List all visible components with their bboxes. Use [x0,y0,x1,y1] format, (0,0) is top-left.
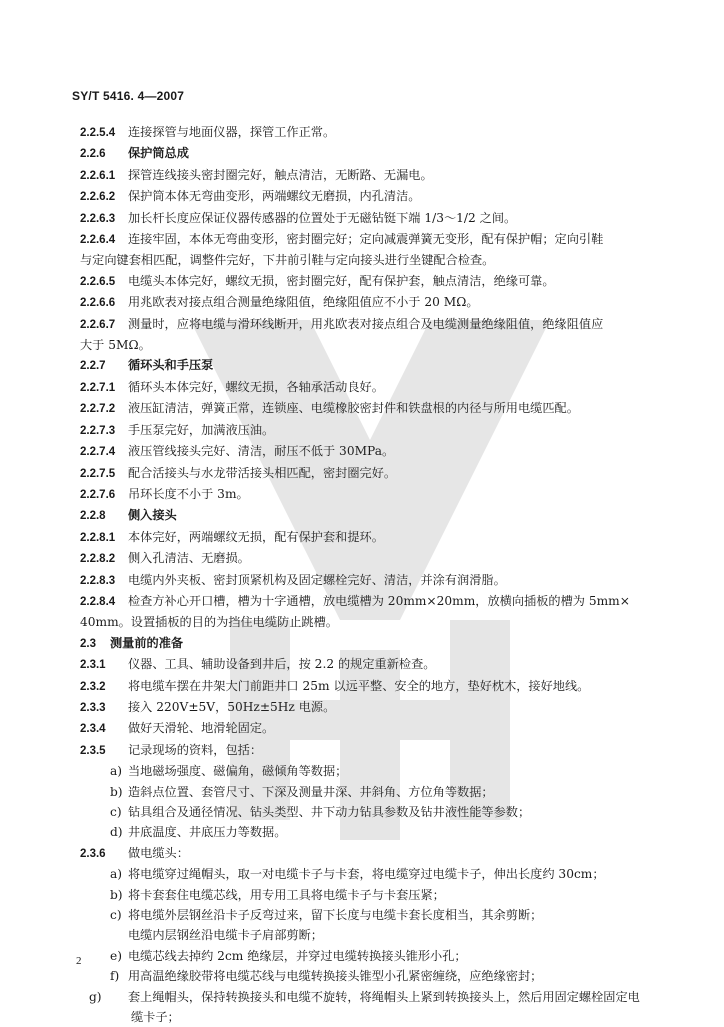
clause-number: 2.2.7.5 [80,467,116,480]
list-item [80,864,652,884]
clause-number: 2.2.8.4 [80,595,116,608]
clause [80,548,652,569]
clause-number: 2.3.3 [80,701,106,714]
clause [80,165,652,186]
clause-number: 2.2.6 [80,148,106,161]
clause [80,314,652,335]
clause [80,441,652,462]
paragraph-continuation [80,612,652,632]
clause [80,229,652,250]
list-item [80,802,652,822]
clause-number: 2.2.6.5 [80,275,116,288]
clause [80,843,652,864]
clause-number: 2.3 [80,637,96,650]
clause-text: 用高温绝缘胶带将电缆芯线与电缆转换接头锥型小孔紧密缠绕，应绝缘密封； [128,969,543,984]
clause-number: 2.2.8.2 [80,553,116,566]
list-label: a) [110,764,123,779]
list-item [80,905,652,925]
clause [80,740,652,761]
clause-text: 电缆芯线去掉约 2cm 绝缘层，并穿过电缆转换接头锥形小孔； [128,948,467,963]
clause-text: 大于 5MΩ。 [80,338,151,353]
list-label: e) [110,948,122,963]
clause-text: 将电缆车摆在井架大门前距井口 25m 以远平整、安全的地方，垫好枕木，接好地线。 [128,678,590,693]
list-label: f) [110,969,120,984]
clause-text: 连接牢固，本体无弯曲变形，密封圈完好；定向减震弹簧无变形，配有保护帽；定向引鞋 [128,232,604,247]
list-item [80,987,652,1027]
clause-text: 井底温度、井底压力等数据。 [128,825,287,840]
clause-text: 电缆头本体完好，螺纹无损，密封圈完好，配有保护套，触点清洁，绝缘可靠。 [128,273,555,288]
section-heading [80,505,652,526]
clause-text: 套上绳帽头，保持转换接头和电缆不旋转，将绳帽头上紧到转换接头上，然后用固定螺栓固定电缆卡子； [128,989,640,1025]
clause-text: 检查方补心开口槽，槽为十字通槽，放电缆槽为 20mm×20mm，放横向插板的槽为 5mm× [128,593,630,608]
clause-number: 2.2.6.6 [80,297,116,310]
clause [80,654,652,675]
clause [80,292,652,313]
list-label: b) [110,887,123,902]
list-item [80,925,652,945]
clause-text: 测量前的准备 [110,635,184,650]
clause-text: 与定向键套相匹配，调整件完好，下井前引鞋与定向接头进行坐键配合检查。 [80,253,495,268]
clause-text: 循环头和手压泵 [128,358,214,373]
clause-text: 造斜点位置、套管尺寸、下深及测量井深、井斜角、方位角等数据； [128,784,494,799]
paragraph-continuation [80,335,652,355]
clause-text: 钻具组合及通径情况、钻头类型、井下动力钻具参数及钻井液性能等参数； [128,805,531,819]
clause [80,697,652,718]
clause-text: 保护筒总成 [128,146,189,161]
clause-text: 手压泵完好，加满液压油。 [128,422,275,437]
clause [80,676,652,697]
clause [80,271,652,292]
clause-text: 加长杆长度应保证仪器传感器的位置处于无磁钻铤下端 1/3～1/2 之间。 [128,210,517,225]
clause-number: 2.2.8.1 [80,531,116,544]
clause-text: 将卡套套住电缆芯线，用专用工具将电缆卡子与卡套压紧； [128,887,445,902]
standard-id: SY/T 5416. 4—2007 [72,89,185,103]
clause [80,186,652,207]
clause-number: 2.2.7.4 [80,446,116,459]
clause-number: 2.2.6.1 [80,169,116,182]
clause-text: 当地磁场强度、磁偏角，磁倾角等数据； [128,764,348,779]
clause-text: 记录现场的资料，包括： [128,742,263,757]
clause-text: 用兆欧表对接点组合测量绝缘阻值，绝缘阻值应不小于 20 MΩ。 [128,295,479,310]
list-label: d) [110,825,123,840]
clause-text: 液压管线接头完好、清洁，耐压不低于 30MPa。 [128,444,395,459]
clause-number: 2.2.6.7 [80,318,116,331]
clause [80,570,652,591]
clause-text: 配合活接头与水龙带活接头相匹配，密封圈完好。 [128,465,397,480]
list-item [80,885,652,905]
clause-number: 2.2.8 [80,510,106,523]
clause-text: 保护筒本体无弯曲变形，两端螺纹无磨损，内孔清洁。 [128,189,421,204]
paragraph-continuation [80,250,652,270]
clause-number: 2.3.6 [80,847,106,860]
clause-number: 2.3.4 [80,723,106,736]
section-heading [80,355,652,376]
clause-text: 连接探管与地面仪器，探管工作正常。 [128,125,336,139]
clause-text: 接入 220V±5V，50Hz±5Hz 电源。 [128,699,336,714]
clause-number: 2.2.7 [80,360,106,373]
clause [80,591,652,612]
clause [80,208,652,229]
list-label: g) [89,989,102,1004]
clause [80,122,652,143]
clause-text: 做电缆头： [128,845,189,860]
clause-text: 电缆内层钢丝沿电缆卡子肩部剪断； [128,928,323,943]
section-heading [80,633,652,654]
clause-text: 40mm。设置插板的目的为挡住电缆防止跳槽。 [80,615,338,630]
clause-text: 侧入孔清洁、无磨损。 [128,551,250,566]
clause [80,398,652,419]
clause-text: 测量时，应将电缆与滑环线断开，用兆欧表对接点组合及电缆测量绝缘阻值，绝缘阻值应 [128,316,604,331]
clause [80,527,652,548]
clause-text: 做好天滑轮、地滑轮固定。 [128,721,275,736]
clause-number: 2.2.5.4 [80,127,116,139]
clause-number: 2.2.7.3 [80,424,116,437]
clause-number: 2.3.5 [80,744,106,757]
list-item [80,822,652,842]
clause-number: 2.3.1 [80,659,106,672]
clause-number: 2.2.8.3 [80,574,116,587]
clause-text: 探管连线接头密封圈完好，触点清洁，无断路、无漏电。 [128,167,433,182]
list-label: b) [110,784,123,799]
page-number: 2 [76,955,82,967]
clause-number: 2.2.6.3 [80,212,116,225]
clause-text: 侧入接头 [128,508,177,523]
list-item [80,966,652,986]
clause-number: 2.2.7.6 [80,488,116,501]
clause [80,420,652,441]
clause [80,377,652,398]
clause-text: 循环头本体完好，螺纹无损，各轴承活动良好。 [128,379,384,394]
list-label: c) [110,908,122,923]
clause-text: 本体完好，两端螺纹无损，配有保护套和提环。 [128,529,384,544]
clause-text: 仪器、工具、辅助设备到井后，按 2.2 的规定重新检查。 [128,657,436,672]
document-body [80,122,652,1027]
clause-text: 液压缸清洁，弹簧正常，连锁座、电缆橡胶密封件和铁盘根的内径与所用电缆匹配。 [128,401,579,416]
list-item [80,761,652,781]
list-item [80,782,652,802]
list-label: a) [110,867,123,882]
clause [80,484,652,505]
clause-text: 将电缆外层钢丝沿卡子反弯过来，留下长度与电缆卡套长度相当，其余剪断； [128,908,543,923]
clause-text: 将电缆穿过绳帽头，取一对电缆卡子与卡套，将电缆穿过电缆卡子，伸出长度约 30cm； [128,867,605,882]
clause-text: 电缆内外夹板、密封顶紧机构及固定螺栓完好、清洁，并涂有润滑脂。 [128,572,506,587]
clause-number: 2.3.2 [80,680,106,693]
clause-number: 2.2.6.2 [80,191,116,204]
clause-number: 2.2.7.2 [80,403,116,416]
list-item [80,946,652,966]
section-heading [80,143,652,164]
clause [80,463,652,484]
list-label: c) [110,805,122,819]
clause-text: 吊环长度不小于 3m。 [128,486,249,501]
clause-number: 2.2.6.4 [80,234,116,247]
clause [80,718,652,739]
clause-number: 2.2.7.1 [80,381,116,394]
